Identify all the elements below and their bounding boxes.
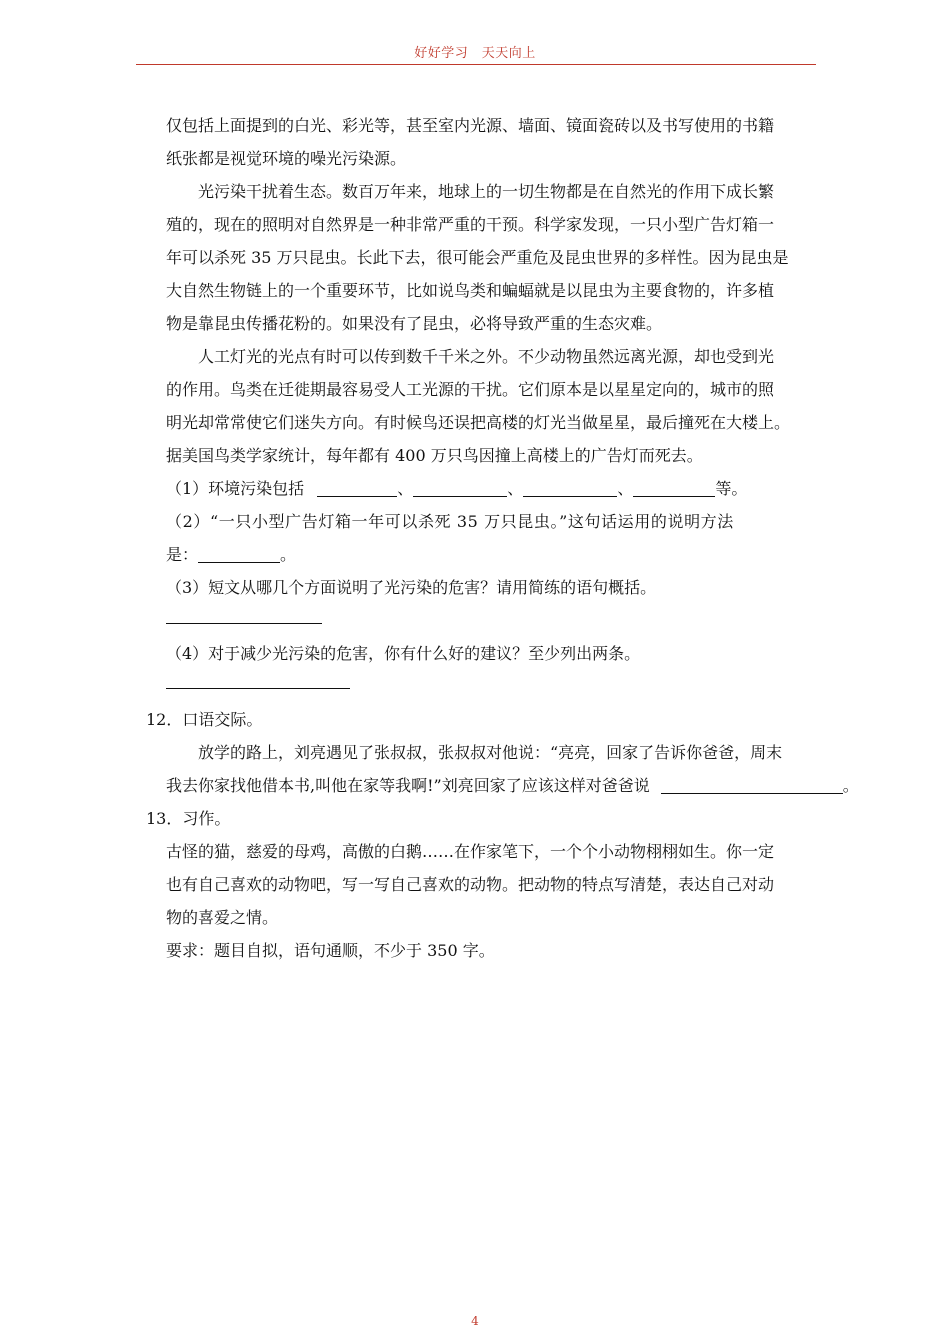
question-2-line2 xyxy=(166,544,296,566)
answer-blank[interactable] xyxy=(317,480,397,497)
answer-blank[interactable] xyxy=(523,480,617,497)
item-12-line2: 我去你家找他借本书,叫他在家等我啊!”刘亮回家了应该这样对爸爸说 xyxy=(166,776,650,795)
question-2-end: 。 xyxy=(280,545,297,564)
passage-line: 仅包括上面提到的白光、彩光等，甚至室内光源、墙面、镜面瓷砖以及书写使用的书籍 xyxy=(166,116,775,135)
question-2-line1: （2）“一只小型广告灯箱一年可以杀死 35 万只昆虫。”这句话运用的说明方法 xyxy=(166,512,734,531)
answer-blank[interactable] xyxy=(633,480,715,497)
item-12-end: 。 xyxy=(842,776,859,795)
passage-line: 光污染干扰着生态。数百万年来，地球上的一切生物都是在自然光的作用下成长繁 xyxy=(198,182,775,201)
page-header: 好好学习 天天向上 xyxy=(414,46,536,61)
passage-line: 纸张都是视觉环境的噪光污染源。 xyxy=(166,149,407,168)
header-rule xyxy=(136,64,816,65)
separator: 、 xyxy=(507,479,524,498)
answer-line[interactable] xyxy=(166,688,350,689)
answer-line[interactable] xyxy=(166,623,322,624)
item-13-line: 物的喜爱之情。 xyxy=(166,908,279,927)
passage-line: 人工灯光的光点有时可以传到数千千米之外。不少动物虽然远离光源，却也受到光 xyxy=(198,347,775,366)
question-3: （3）短文从哪几个方面说明了光污染的危害？请用简练的语句概括。 xyxy=(166,578,657,597)
question-1 xyxy=(166,478,747,500)
answer-blank[interactable] xyxy=(661,777,843,794)
answer-blank[interactable] xyxy=(413,480,507,497)
item-12-line xyxy=(166,775,859,797)
item-12-line: 放学的路上，刘亮遇见了张叔叔，张叔叔对他说：“亮亮，回家了告诉你爸爸，周末 xyxy=(198,743,783,762)
item-13-title: 13．习作。 xyxy=(146,809,231,828)
passage-line: 殖的，现在的照明对自然界是一种非常严重的干预。科学家发现，一只小型广告灯箱一 xyxy=(166,215,775,234)
passage-line: 物是靠昆虫传播花粉的。如果没有了昆虫，必将导致严重的生态灾难。 xyxy=(166,314,663,333)
passage-line: 的作用。鸟类在迁徙期最容易受人工光源的干扰。它们原本是以星星定向的，城市的照 xyxy=(166,380,775,399)
answer-blank[interactable] xyxy=(198,546,280,563)
question-4: （4）对于减少光污染的危害，你有什么好的建议？至少列出两条。 xyxy=(166,644,641,663)
item-13-line: 古怪的猫，慈爱的母鸡，高傲的白鹅……在作家笔下，一个个小动物栩栩如生。你一定 xyxy=(166,842,775,861)
item-12-title: 12．口语交际。 xyxy=(146,710,263,729)
question-1-label: （1）环境污染包括 xyxy=(166,479,305,498)
passage-line: 大自然生物链上的一个重要环节，比如说鸟类和蝙蝠就是以昆虫为主要食物的，许多植 xyxy=(166,281,775,300)
separator: 、 xyxy=(397,479,414,498)
passage-line: 据美国鸟类学家统计，每年都有 400 万只鸟因撞上高楼上的广告灯而死去。 xyxy=(166,446,703,465)
item-13-requirement: 要求：题目自拟，语句通顺，不少于 350 字。 xyxy=(166,941,495,960)
separator: 、 xyxy=(617,479,634,498)
question-1-end: 等。 xyxy=(715,479,748,498)
passage-line: 年可以杀死 35 万只昆虫。长此下去，很可能会严重危及昆虫世界的多样性。因为昆虫是 xyxy=(166,248,789,267)
question-2-prefix: 是： xyxy=(166,545,199,564)
page-number: 4 xyxy=(471,1314,479,1328)
passage-line: 明光却常常使它们迷失方向。有时候鸟还误把高楼的灯光当做星星，最后撞死在大楼上。 xyxy=(166,413,791,432)
item-13-line: 也有自己喜欢的动物吧，写一写自己喜欢的动物。把动物的特点写清楚，表达自己对动 xyxy=(166,875,775,894)
